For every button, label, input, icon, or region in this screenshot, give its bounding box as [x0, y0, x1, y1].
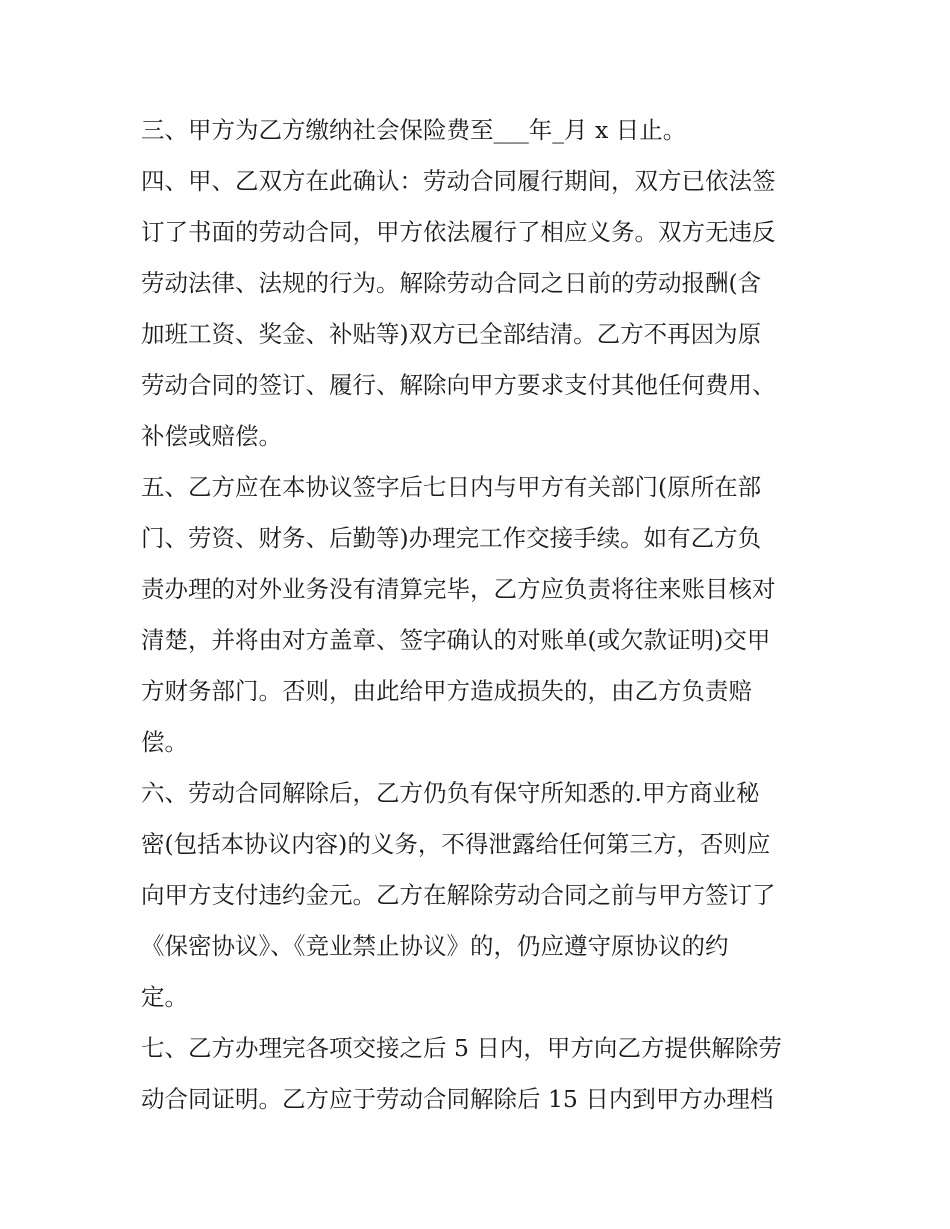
text-line: 密(包括本协议内容)的义务，不得泄露给任何第三方，否则应	[141, 830, 771, 858]
text-line: 七、乙方办理完各项交接之后 5 日内，甲方向乙方提供解除劳	[141, 1034, 782, 1062]
text-line: 清楚，并将由对方盖章、签字确认的对账单(或欠款证明)交甲	[141, 626, 771, 654]
text-line: 订了书面的劳动合同，甲方依法履行了相应义务。双方无违反	[141, 218, 776, 246]
text-line: 六、劳动合同解除后，乙方仍负有保守所知悉的.甲方商业秘	[141, 779, 760, 807]
text-line: 劳动合同的签订、履行、解除向甲方要求支付其他任何费用、	[141, 371, 776, 399]
text-line: 加班工资、奖金、补贴等)双方已全部结清。乙方不再因为原	[141, 320, 762, 348]
text-line: 方财务部门。否则，由此给甲方造成损失的，由乙方负责赔	[141, 677, 752, 705]
document-body	[141, 105, 821, 1125]
text-line: 向甲方支付违约金元。乙方在解除劳动合同之前与甲方签订了	[141, 881, 776, 909]
text-line: 《保密协议》、《竞业禁止协议》的，仍应遵守原协议的约	[141, 932, 729, 960]
text-line: 动合同证明。乙方应于劳动合同解除后 15 日内到甲方办理档	[141, 1085, 774, 1113]
text-line: 四、甲、乙双方在此确认：劳动合同履行期间，双方已依法签	[141, 167, 776, 195]
text-line: 门、劳资、财务、后勤等)办理完工作交接手续。如有乙方负	[141, 524, 762, 552]
text-line: 偿。	[141, 728, 188, 756]
text-line: 五、乙方应在本协议签字后七日内与甲方有关部门(原所在部	[141, 473, 762, 501]
text-line: 劳动法律、法规的行为。解除劳动合同之日前的劳动报酬(含	[141, 269, 762, 297]
text-line: 三、甲方为乙方缴纳社会保险费至___年_月 x 日止。	[141, 116, 687, 144]
text-line: 定。	[141, 983, 188, 1011]
text-line: 责办理的对外业务没有清算完毕，乙方应负责将往来账目核对	[141, 575, 776, 603]
text-line: 补偿或赔偿。	[141, 422, 282, 450]
